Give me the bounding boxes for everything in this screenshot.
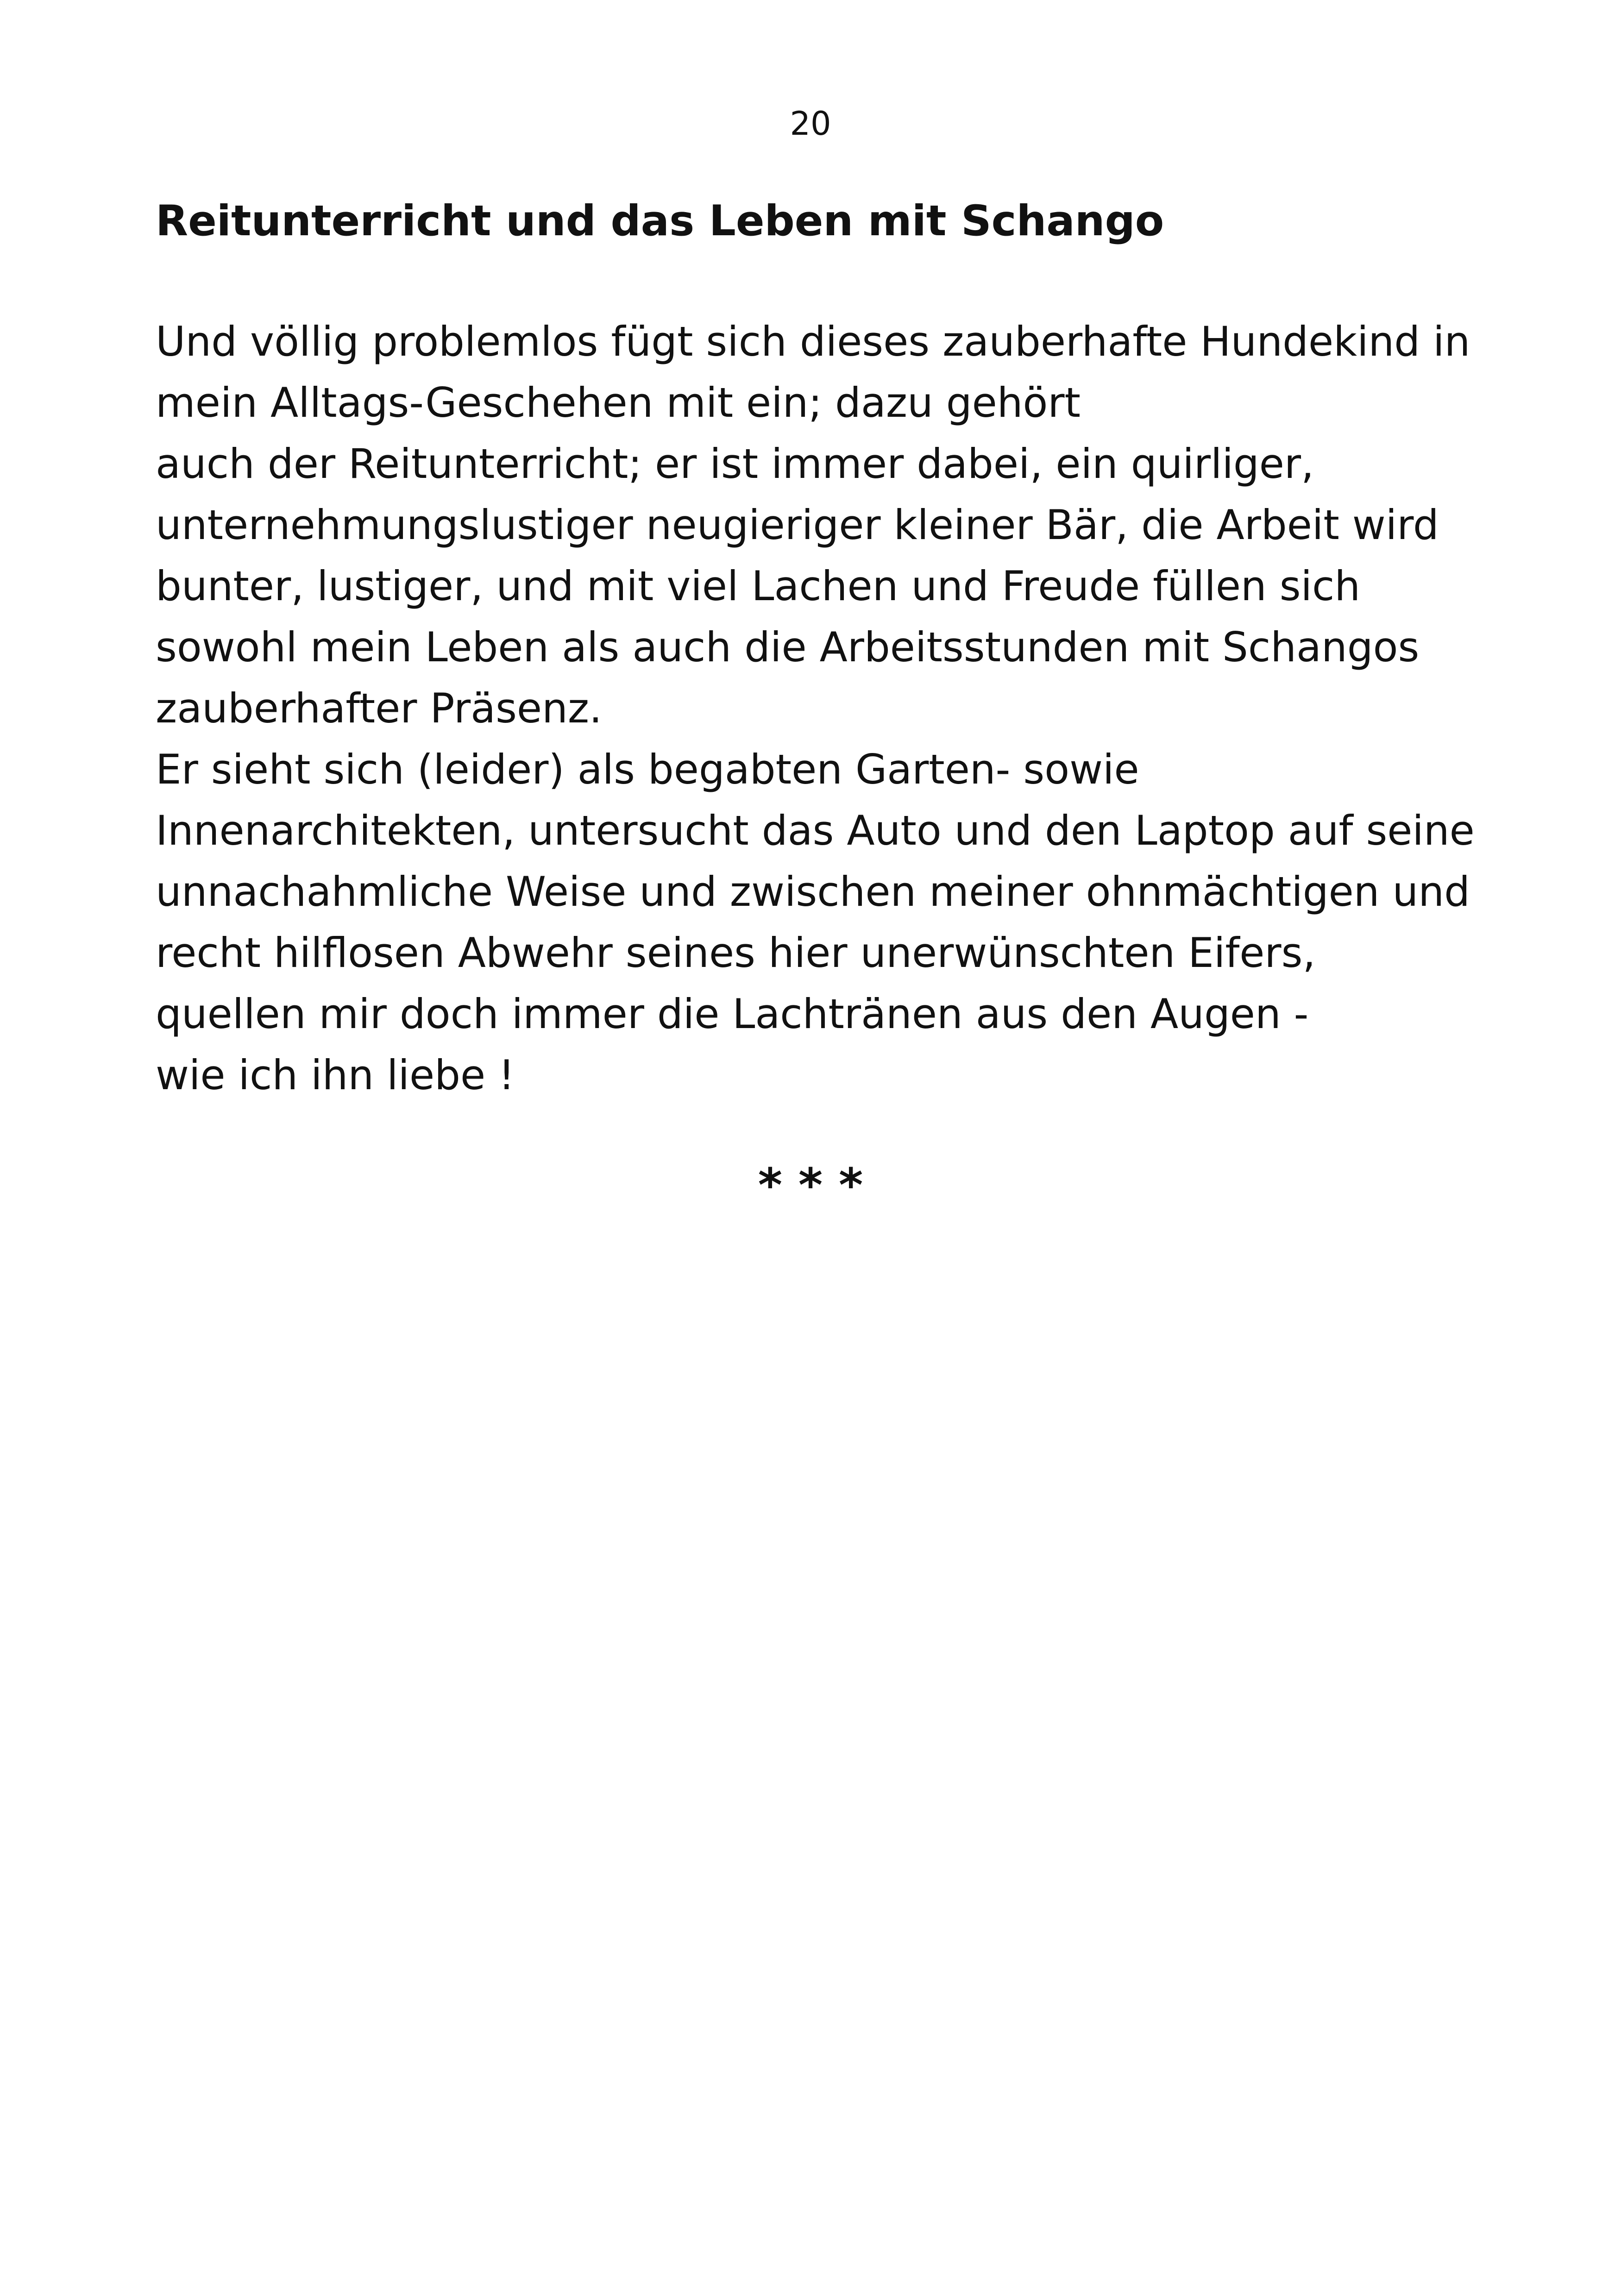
page-number: 20 — [790, 105, 831, 143]
text-line: sowohl mein Leben als auch die Arbeitsstunden mit Schangos — [156, 623, 1420, 671]
text-line: unnachahmliche Weise und zwischen meiner ohnmächtigen und — [156, 868, 1470, 916]
text-line: Und völlig problemlos fügt sich dieses zauberhafte Hundekind in — [156, 318, 1470, 365]
text-line: auch der Reitunterricht; er ist immer dabei, ein quirliger, — [156, 440, 1314, 488]
text-line: bunter, lustiger, und mit viel Lachen und Freude füllen sich — [156, 562, 1361, 610]
text-line: wie ich ihn liebe ! — [156, 1051, 515, 1099]
text-line: unternehmungslustiger neugieriger kleiner Bär, die Arbeit wird — [156, 501, 1439, 549]
text-line: mein Alltags-Geschehen mit ein; dazu gehört — [156, 379, 1081, 427]
text-line: Innenarchitekten, untersucht das Auto und den Laptop auf seine — [156, 807, 1475, 854]
section-separator: * * * — [758, 1158, 863, 1212]
text-line: recht hilflosen Abwehr seines hier unerwünschten Eifers, — [156, 929, 1316, 977]
text-line: quellen mir doch immer die Lachtränen aus den Augen - — [156, 990, 1309, 1038]
body-text — [156, 311, 1475, 1106]
text-line: Er sieht sich (leider) als begabten Garten- sowie — [156, 746, 1139, 793]
text-line: zauberhafter Präsenz. — [156, 684, 603, 732]
chapter-title: Reitunterricht und das Leben mit Schango — [156, 197, 1164, 245]
